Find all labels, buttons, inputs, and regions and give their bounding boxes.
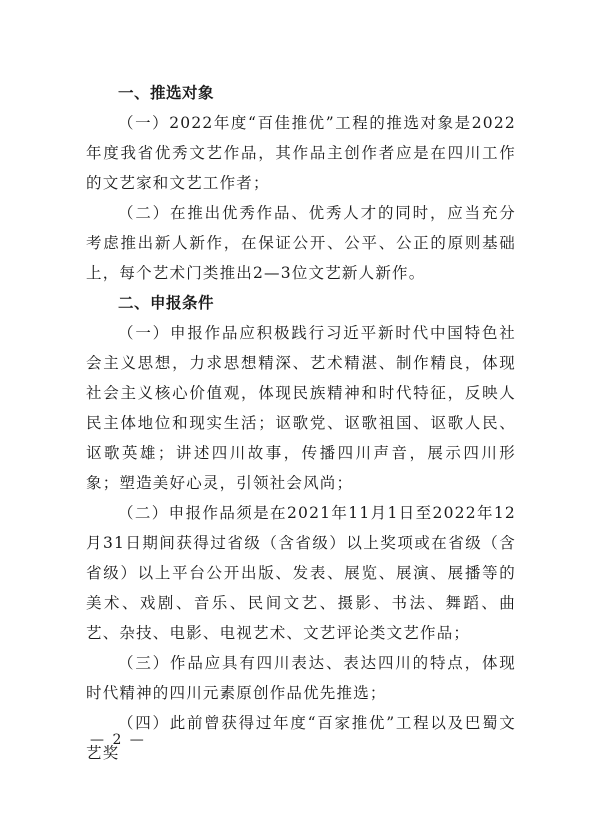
document-body xyxy=(86,78,516,768)
paragraph: （二）申报作品须是在2021年11月1日至2022年12月31日期间获得过省级（含省级）以上奖项或在省级（含省级）以上平台公开出版、发表、展览、展演、展播等的美术、戏剧、音乐、民间文艺、摄影、书法、舞蹈、曲艺、杂技、电影、电视艺术、文艺评论类文艺作品； xyxy=(86,504,516,642)
section-heading: 一、推选对象 xyxy=(118,84,215,102)
paragraph: （二）在推出优秀作品、优秀人才的同时，应当充分考虑推出新人新作，在保证公开、公平、公正的原则基础上，每个艺术门类推出2—3位文艺新人新作。 xyxy=(86,204,516,282)
section-heading: 二、申报条件 xyxy=(118,294,215,312)
paragraph: （一）申报作品应积极践行习近平新时代中国特色社会主义思想，力求思想精深、艺术精湛、制作精良，体现社会主义核心价值观，体现民族精神和时代特征，反映人民主体地位和现实生活；讴歌党、讴歌祖国、讴歌人民、讴歌英雄；讲述四川故事，传播四川声音，展示四川形象；塑造美好心灵，引领社会风尚； xyxy=(86,324,516,492)
paragraph: （三）作品应具有四川表达、表达四川的特点，体现时代精神的四川元素原创作品优先推选； xyxy=(86,654,516,702)
section-selection-targets xyxy=(86,78,516,288)
section-application-conditions xyxy=(86,288,516,768)
page-number: — 2 — xyxy=(90,732,146,748)
paragraph: （一）2022年度“百佳推优”工程的推选对象是2022年度我省优秀文艺作品，其作品主创作者应是在四川工作的文艺家和文艺工作者； xyxy=(86,114,516,192)
paragraph: （四）此前曾获得过年度“百家推优”工程以及巴蜀文艺奖 xyxy=(86,714,516,762)
